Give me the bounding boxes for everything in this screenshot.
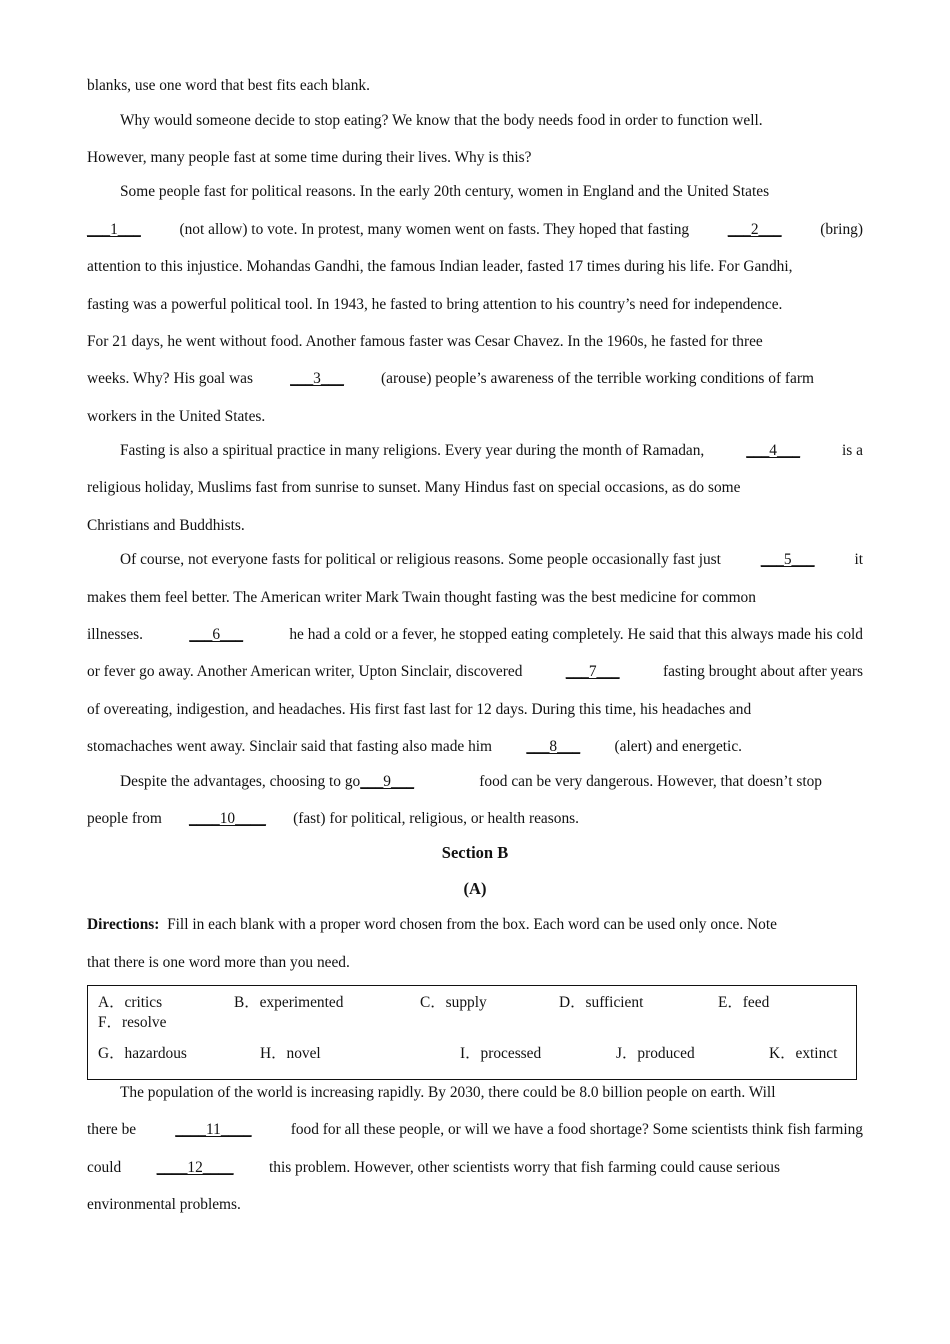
option-h: H．novel <box>260 1045 321 1062</box>
blank-2: ___2___ <box>727 221 782 238</box>
text: (fast) for political, religious, or health reasons. <box>293 810 579 827</box>
text: he had a cold or a fever, he stopped eating completely. He said that this always made his cold <box>289 626 863 643</box>
text: (alert) and energetic. <box>614 738 742 755</box>
blank-11: ____11____ <box>175 1121 252 1138</box>
paragraph-5-line-1 <box>120 772 822 792</box>
text: (not allow) to vote. In protest, many women went on fasts. They hoped that fasting <box>179 221 690 238</box>
option-k: K．extinct <box>769 1045 838 1062</box>
paragraph-3-line-2: religious holiday, Muslims fast from sunrise to sunset. Many Hindus fast on special occasions, as do some <box>87 479 741 496</box>
text: there be <box>87 1121 137 1138</box>
blank-10: ____10____ <box>188 810 266 827</box>
text: this problem. However, other scientists worry that fish farming could cause serious <box>268 1159 780 1176</box>
paragraph-3-line-1 <box>120 441 863 461</box>
paragraph-2-line-5: For 21 days, he went without food. Another famous faster was Cesar Chavez. In the 1960s, he fasted for three <box>87 333 763 350</box>
text: illnesses. <box>87 626 144 643</box>
text: food for all these people, or will we have a food shortage? Some scientists think fish farming <box>290 1121 863 1138</box>
text: fasting brought about after years <box>662 663 863 680</box>
section-b-paragraph-line-3 <box>87 1158 780 1178</box>
paragraph-4-line-6 <box>87 737 742 757</box>
directions-label: Directions: <box>87 916 160 933</box>
paragraph-2-line-4: fasting was a powerful political tool. In 1943, he fasted to bring attention to his country’s need for independence. <box>87 296 783 313</box>
blank-4: ___4___ <box>746 442 801 459</box>
option-i: I．processed <box>460 1045 542 1062</box>
directions-line-1 <box>87 915 777 935</box>
paragraph-4-line-2: makes them feel better. The American writer Mark Twain thought fasting was the best medicine for common <box>87 589 756 606</box>
option-b: B．experimented <box>234 994 344 1011</box>
text: Fasting is also a spiritual practice in many religions. Every year during the month of Ramadan, <box>120 442 705 459</box>
paragraph-2-line-6 <box>87 369 814 389</box>
section-b-paragraph-line-2 <box>87 1120 863 1140</box>
section-title: Section B <box>441 843 509 862</box>
section-b-paragraph-line-1 <box>120 1083 857 1103</box>
option-d: D．sufficient <box>559 994 644 1011</box>
text: food can be very dangerous. However, that doesn’t stop <box>479 773 822 790</box>
text: or fever go away. Another American writer, Upton Sinclair, discovered <box>87 663 523 680</box>
paragraph-4-line-5: of overeating, indigestion, and headaches. His first fast last for 12 days. During this time, his headaches and <box>87 701 752 718</box>
option-a: A．critics <box>98 994 163 1011</box>
word-bank-box <box>87 985 857 1080</box>
text: it <box>854 551 863 568</box>
paragraph-1-line-2: However, many people fast at some time during their lives. Why is this? <box>87 149 532 166</box>
blank-3: ___3___ <box>290 370 344 387</box>
text: could <box>87 1159 122 1176</box>
blank-12: ____12____ <box>156 1159 234 1176</box>
paragraph-4-line-1 <box>120 550 863 570</box>
text: stomachaches went away. Sinclair said that fasting also made him <box>87 738 493 755</box>
paragraph-1-line-1: Why would someone decide to stop eating? We know that the body needs food in order to function well. <box>120 112 763 129</box>
paragraph-3-line-3: Christians and Buddhists. <box>87 517 245 534</box>
paragraph-2-line-7: workers in the United States. <box>87 408 266 425</box>
blank-5: ___5___ <box>760 551 815 568</box>
text: The population of the world is increasing rapidly. By 2030, there could be 8.0 billion people on earth. Will <box>120 1084 776 1101</box>
blank-7: ___7___ <box>565 663 620 680</box>
text: Fill in each blank with a proper word chosen from the box. Each word can be used only once. Note <box>167 916 777 933</box>
blank-8: ___8___ <box>526 738 581 755</box>
text: people from <box>87 810 162 827</box>
section-subtitle: (A) <box>463 879 487 898</box>
text: weeks. Why? His goal was <box>87 370 253 387</box>
paragraph-2-line-3: attention to this injustice. Mohandas Gandhi, the famous Indian leader, fasted 17 times during his life. For Gandhi, <box>87 258 793 275</box>
text: Of course, not everyone fasts for political or religious reasons. Some people occasionally fast just <box>120 551 721 568</box>
paragraph-5-line-2 <box>87 809 579 829</box>
text: Despite the advantages, choosing to go <box>120 773 361 790</box>
option-e: E．feed <box>718 994 770 1011</box>
text: (bring) <box>820 221 863 238</box>
intro-tail: blanks, use one word that best fits each blank. <box>87 77 370 94</box>
option-j: J．produced <box>616 1045 695 1062</box>
text: is a <box>842 442 863 459</box>
directions-line-2: that there is one word more than you need. <box>87 954 350 971</box>
section-b-paragraph-line-4: environmental problems. <box>87 1196 241 1213</box>
paragraph-2-line-1: Some people fast for political reasons. In the early 20th century, women in England and the United States <box>120 183 770 200</box>
paragraph-4-line-4 <box>87 662 863 682</box>
paragraph-4-line-3 <box>87 625 863 645</box>
text-group <box>120 772 414 792</box>
blank-6: ___6___ <box>189 626 244 643</box>
blank-9: ___9___ <box>360 773 415 790</box>
option-g: G．hazardous <box>98 1045 187 1062</box>
text: (arouse) people’s awareness of the terrible working conditions of farm <box>381 370 814 387</box>
paragraph-2-line-2 <box>87 220 863 240</box>
option-c: C．supply <box>420 994 487 1011</box>
blank-1: ___1___ <box>87 221 141 238</box>
option-f: F．resolve <box>98 1014 167 1031</box>
